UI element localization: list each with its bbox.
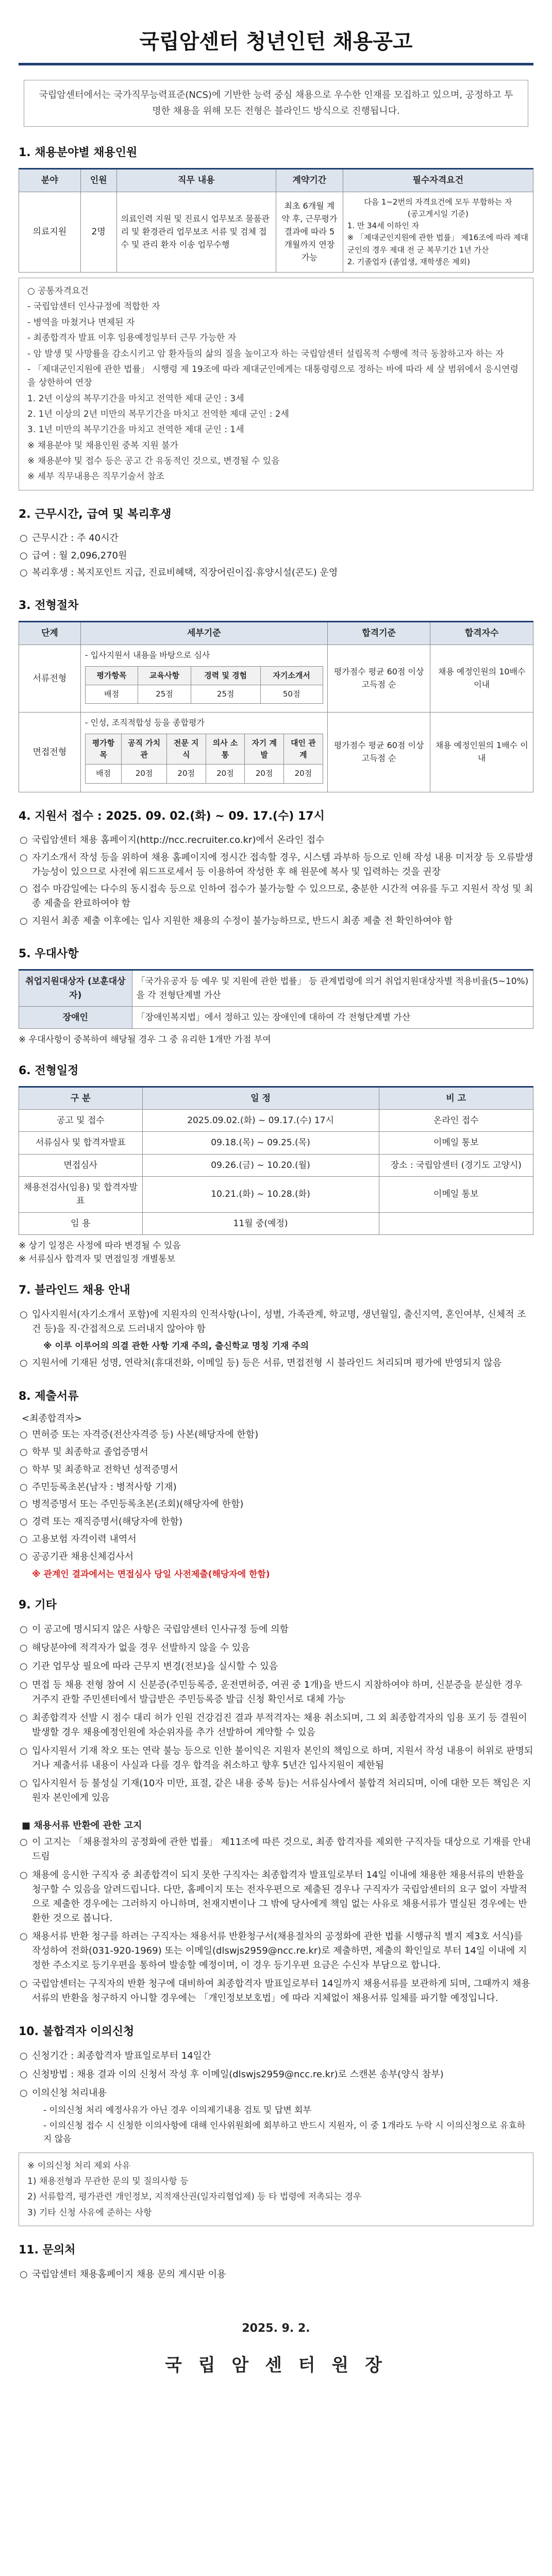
paragraph: ○ 국립암센터는 구직자의 반환 청구에 대비하여 최종합격자 발표일로부터 14일까지 채용서류를 보관하게 되며, 그때까지 채용서류의 반환을 청구하지 아니할 경우에는 「개인정보보호법」에 따라 지체없이 채용서류 일체를 파기할 예정입니다.	[20, 1978, 530, 2004]
list-item: ○ 주민등록초본(남자 : 병적사항 기재)	[20, 1481, 177, 1493]
cell: 장소 : 국립암센터 (경기도 고양시)	[379, 1154, 533, 1176]
inner-cell: 25점	[138, 685, 191, 703]
section-7-title: 7. 블라인드 채용 안내	[19, 1283, 130, 1297]
cell: 11월 중(예정)	[142, 1212, 379, 1234]
note-line: ○ 공통자격요건	[27, 286, 89, 297]
count-doc: 채용 예정인원의 10배수 이내	[430, 645, 533, 712]
schedule-note: ※ 상기 일정은 사정에 따라 변경될 수 있음	[19, 1241, 181, 1251]
list-item: ○ 접수 마감일에는 다수의 동시접속 등으로 인하여 접수가 불가능할 수 있으므로, 충분한 시간적 여유를 두고 지원서 작성 및 최종 제출을 완료하여야 함	[20, 884, 533, 909]
col-duty: 직무 내용	[116, 169, 276, 192]
return-title: ■ 채용서류 반환에 관한 고지	[22, 1820, 142, 1832]
note-line: 2) 서류합격, 평가관련 개인정보, 지적재산권(일자리협업제) 등 타 법령에 저촉되는 경우	[27, 2192, 362, 2202]
inner-header: 교육사항	[138, 666, 191, 685]
paragraph: ○ 이의신청 처리내용	[20, 2087, 107, 2098]
list-item: ○ 병적증명서 또는 주민등록초본(조회)(해당자에 한함)	[20, 1499, 244, 1510]
schedule-note: ※ 서류심사 합격자 및 면접일정 개별통보	[19, 1254, 176, 1265]
col-date: 일 정	[142, 1087, 379, 1109]
list-item: ○ 경력 또는 재직증명서(해당자에 한함)	[20, 1516, 183, 1528]
table-row	[19, 1154, 533, 1176]
section-3-title: 3. 전형절차	[19, 599, 79, 613]
cell: 공고 및 접수	[19, 1109, 143, 1131]
list-item: ○ 급여 : 월 2,096,270원	[20, 550, 127, 561]
criteria-desc: - 인성, 조직적합성 등을 종합평가	[85, 718, 205, 728]
note-line: 3. 1년 미만의 복무기간을 마치고 전역한 제대 군인 : 1세	[27, 425, 244, 435]
req-line: 다음 1~2번의 자격요건에 모두 부합하는 자	[364, 197, 512, 207]
cell: 이메일 통보	[379, 1177, 533, 1213]
cell: 2025.09.02.(화) ~ 09.17.(수) 17시	[142, 1109, 379, 1131]
inner-cell: 20점	[122, 765, 166, 783]
list-item: ○ 근무시간 : 주 40시간	[20, 532, 119, 544]
inner-cell: 배점	[85, 685, 138, 703]
table-row	[19, 1109, 533, 1131]
paragraph: ○ 지원서에 기재된 성명, 연락처(휴대전화, 이메일 등) 등은 서류, 면접전형 시 블라인드 처리되며 평가에 반영되지 않음	[20, 1357, 502, 1368]
inner-header: 자기소개서	[260, 666, 323, 685]
inner-header: 의사 소통	[206, 734, 245, 765]
pass-doc: 평가점수 평균 60점 이상 고득점 순	[327, 645, 430, 712]
list-item: ○ 고용보험 자격이력 내역서	[20, 1534, 137, 1545]
col-period: 계약기간	[276, 169, 343, 192]
paragraph: ○ 신청기간 : 최종합격자 발표일로부터 14일간	[20, 2050, 211, 2061]
note-line: - 암 발생 및 사망률을 감소시키고 암 환자들의 삶의 질을 높이고자 하는 국립암센터 설립목적 수행에 적극 동참하고자 하는 자	[27, 348, 504, 359]
note-line: ※ 채용분야 및 채용인원 중복 지원 불가	[27, 440, 178, 451]
section-8-title: 8. 제출서류	[19, 1389, 79, 1403]
paragraph: ○ 입사지원서 등 불성실 기재(10자 미만, 표절, 같은 내용 중복 등)는 서류심사에서 불합격 처리되며, 이에 대한 모든 책임은 지원자 본인에게 있음	[20, 1778, 531, 1804]
preference-table	[19, 969, 533, 1029]
doc-lead: <최종합격자>	[22, 1413, 82, 1424]
section-4-list	[19, 832, 533, 930]
note-line: ※ 세부 직무내용은 직무기술서 참조	[27, 471, 164, 482]
paragraph: - 이의신청 접수 시 신청한 이의사항에 대해 인사위원회에 회부하고 반드시 지원자, 이 중 1개라도 누락 시 이의신청으로 유효하지 않음	[43, 2120, 526, 2145]
section-2-list	[19, 530, 533, 582]
cell-req	[343, 192, 533, 273]
paragraph: ○ 최종합격자 선발 시 점수 대리 허가 인원 건강검진 결과 부적격자는 채용 취소되며, 그 외 최종합격자의 임용 포기 등 결원이 발생할 경우 채용예정인원에 차순위자를 추가 선발하여 계약할 수 있음	[20, 1712, 527, 1738]
stage-doc: 서류전형	[19, 645, 81, 712]
req-line: ※ 「제대군인지원에 관한 법률」 제16조에 따라 제대군인의 경우 제대 전 군 복무기간 1년 가산	[347, 233, 528, 255]
cell-duty: 의료인력 지원 및 진료시 업무보조 물품관리 및 환경관리 업무보조 서류 및 검체 접수 및 관리 환자 이송 업무수행	[116, 192, 276, 273]
doc-score-table	[85, 666, 323, 704]
req-line: (공고게시일 기준)	[407, 209, 469, 218]
note-line: 2. 1년 이상의 2년 미만의 복무기간을 마치고 전역한 제대 군인 : 2세	[27, 409, 289, 419]
inner-header: 평가항목	[85, 666, 138, 685]
intro-box: 국립암센터에서는 국가직무능력표준(NCS)에 기반한 능력 중심 채용으로 우수한 인재를 모집하고 있으며, 공정하고 투명한 채용을 위해 모든 전형은 블라인드 방식으로 진행됩니다.	[24, 80, 528, 127]
interview-score-table	[85, 734, 323, 784]
paragraph: ○ 입사지원서(자기소개서 포함)에 지원자의 인적사항(나이, 성별, 가족관계, 학교명, 생년월일, 출신지역, 혼인여부, 신체적 조건 등)을 직·간접적으로 드러내지 않아야 함	[20, 1309, 526, 1334]
inner-header: 자기 계발	[245, 734, 284, 765]
col-count: 인원	[80, 169, 116, 192]
list-item: ○ 국립암센터 채용 홈페이지(http://ncc.recruiter.co.kr)에서 온라인 접수	[20, 834, 325, 845]
pref-note: ※ 우대사항이 중복하여 해당될 경우 그 중 유리한 1개만 가점 부여	[19, 1035, 271, 1045]
red-note: ※ 관계인 결과에서는 면접심사 당일 사전제출(해당자에 한함)	[32, 1569, 270, 1580]
col-passcount: 합격자수	[430, 622, 533, 645]
cell: 온라인 접수	[379, 1109, 533, 1131]
inner-cell: 20점	[245, 765, 284, 783]
inner-cell: 20점	[284, 765, 323, 783]
stage-interview: 면접전형	[19, 713, 81, 792]
table-row	[19, 1212, 533, 1234]
inner-cell: 25점	[191, 685, 260, 703]
cell: 09.26.(금) ~ 10.20.(월)	[142, 1154, 379, 1176]
process-table	[19, 621, 533, 792]
inner-header: 대인 관계	[284, 734, 323, 765]
section-4-title: 4. 지원서 접수 : 2025. 09. 02.(화) ~ 09. 17.(수) 17시	[19, 809, 325, 823]
pass-interview: 평가점수 평균 60점 이상 고득점 순	[327, 713, 430, 792]
cell: 서류심사 및 합격자발표	[19, 1132, 143, 1154]
pref-desc: 「장애인복지법」에서 정하고 있는 장애인에 대하여 각 전형단계별 가산	[132, 1006, 533, 1028]
cell: 임 용	[19, 1212, 143, 1234]
paragraph: ○ 이 고지는 「채용절차의 공정화에 관한 법률」 제11조에 따른 것으로, 최종 합격자를 제외한 구직자들 대상으로 기재를 안내드림	[20, 1837, 531, 1862]
col-note: 비 고	[379, 1087, 533, 1109]
pref-label: 장애인	[19, 1006, 132, 1028]
criteria-doc	[80, 645, 327, 712]
col-pass: 합격기준	[327, 622, 430, 645]
note-line: ※ 채용분야 및 접수 등은 공고 간 유동적인 것으로, 변경될 수 있음	[27, 455, 280, 466]
note-line: 1. 2년 이상의 복무기간을 마치고 전역한 제대 군인 : 3세	[27, 393, 244, 404]
criteria-interview	[80, 713, 327, 792]
pref-label: 취업지원대상자 (보훈대상자)	[19, 970, 132, 1007]
page-title: 국립암센터 청년인턴 채용공고	[19, 14, 533, 65]
paragraph: ○ 입사지원서 기재 착오 또는 연락 불능 등으로 인한 불이익은 지원자 본인의 책임으로 하며, 지원서 작성 내용이 허위로 판명되거나 제출서류 내용이 사실과 다를 경우 합격을 취소하고 향후 5년간 입사지원이 제한됨	[20, 1745, 533, 1771]
col-req: 필수자격요건	[343, 169, 533, 192]
req-line: 1. 만 34세 이하인 자	[347, 221, 420, 231]
inner-header: 공직 가치관	[122, 734, 166, 765]
paragraph: ○ 채용에 응시한 구직자 중 최종합격이 되지 못한 구직자는 최종합격자 발표일로부터 14일 이내에 채용한 채용서류의 반환을 청구할 수 있음을 알려드립니다. 다만, 홈페이지 또는 전자우편으로 제출된 경우나 구직자가 국립암센터의 요구 없이 자발적으로 제출한 경우에는 그러하지 아니하며, 천재지변이나 그 밖에 당사에게 책임 없는 사유로 채용서류가 멸실된 경우에는 반환한 것으로 봅니다.	[20, 1869, 527, 1924]
list-item: ○ 학부 및 최종학교 졸업증명서	[20, 1446, 148, 1458]
section-6-title: 6. 전형일정	[19, 1064, 79, 1077]
footer-date: 2025. 9. 2.	[242, 2322, 310, 2335]
table-row	[19, 1132, 533, 1154]
cell: 채용전검사(임용) 및 합격자발표	[19, 1177, 143, 1213]
paragraph: ○ 국립암센터 채용홈페이지 채용 문의 게시판 이용	[20, 2269, 226, 2280]
inner-header: 평가항목	[85, 734, 122, 765]
section-2-title: 2. 근무시간, 급여 및 복리후생	[19, 507, 172, 521]
count-interview: 채용 예정인원의 1배수 이내	[430, 713, 533, 792]
schedule-table	[19, 1086, 533, 1235]
paragraph: ○ 이 공고에 명시되지 않은 사항은 국립암센터 인사규정 등에 의함	[20, 1624, 289, 1635]
paragraph: ○ 신청방법 : 채용 결과 이의 신청서 작성 후 이메일(dlswjs2959@ncc.re.kr)로 스캔본 송부(양식 참부)	[20, 2069, 444, 2080]
note-line: ※ 이의신청 처리 제외 사유	[27, 2160, 131, 2171]
inner-cell: 20점	[166, 765, 206, 783]
list-item: ○ 학부 및 최종학교 전학년 성적증명서	[20, 1464, 178, 1475]
objection-box	[19, 2153, 533, 2226]
cell-count: 2명	[80, 192, 116, 273]
footer-org: 국 립 암 센 터 원 장	[165, 2355, 387, 2376]
list-item: ○ 복리후생 : 복지포인트 지급, 진료비혜택, 직장어린이집·휴양시설(콘도) 운영	[20, 567, 338, 579]
col-criteria: 세부기준	[80, 622, 327, 645]
list-item: ○ 공공기관 채용신체검사서	[20, 1551, 133, 1563]
section-8-list	[19, 1426, 533, 1566]
criteria-desc: - 입사지원서 내용을 바탕으로 심사	[85, 650, 210, 660]
cell: 09.18.(목) ~ 09.25.(목)	[142, 1132, 379, 1154]
note-line: - 국립암센터 인사규정에 적합한 자	[27, 301, 160, 312]
highlight-note: ※ 이루 이루어의 의결 관한 사항 기재 주의, 출신학교 명칭 기재 주의	[43, 1341, 309, 1351]
col-field: 분야	[19, 169, 81, 192]
note-line: 1) 채용전형과 무관한 문의 및 질의사항 등	[27, 2176, 189, 2187]
req-line: 2. 기졸업자 (졸업생, 재학생은 제외)	[347, 257, 470, 266]
paragraph: ○ 해당분야에 적격자가 없을 경우 선발하지 않을 수 있음	[20, 1642, 250, 1654]
inner-cell: 20점	[206, 765, 245, 783]
inner-cell: 배점	[85, 765, 122, 783]
table-row	[19, 1177, 533, 1213]
cell-period: 최초 6개월 계약 후, 근무평가 결과에 따라 5개월까지 연장 가능	[276, 192, 343, 273]
note-line: - 병역을 마쳤거나 면제된 자	[27, 317, 135, 328]
cell	[379, 1212, 533, 1234]
cell: 10.21.(화) ~ 10.28.(화)	[142, 1177, 379, 1213]
note-line: 3) 기타 신청 사유에 준하는 사항	[27, 2207, 152, 2218]
paragraph: ○ 면접 등 채용 전형 참여 시 신분증(주민등록증, 운전면허증, 여권 중 1개)을 반드시 지참하여야 하며, 신분증을 분실한 경우 거주지 관할 주민센터에서 발급받은 주민등록증 발급 신청 확인서로 대체 가능	[20, 1680, 523, 1705]
inner-header: 경력 및 경험	[191, 666, 260, 685]
list-item: ○ 지원서 최종 제출 이후에는 입사 지원한 채용의 수정이 불가능하므로, 반드시 최종 제출 전 확인하여야 함	[20, 916, 453, 927]
paragraph: - 이의신청 처리 예정사유가 아닌 경우 이의제기내용 검토 및 답변 회부	[43, 2105, 311, 2115]
inner-cell: 50점	[260, 685, 323, 703]
section-11-title: 11. 문의처	[19, 2244, 76, 2257]
section-10-title: 10. 불합격자 이의신청	[19, 2025, 135, 2038]
cell: 면접심사	[19, 1154, 143, 1176]
col-stage: 구 분	[19, 1087, 143, 1109]
inner-header: 전문 지식	[166, 734, 206, 765]
section-5-title: 5. 우대사항	[19, 947, 79, 961]
recruit-table	[19, 168, 533, 273]
section-1-title: 1. 채용분야별 채용인원	[19, 146, 138, 160]
pref-desc: 「국가유공자 등 예우 및 지원에 관한 법률」 등 관계법령에 의거 취업지원대상자별 적용비율(5~10%)을 각 전형단계별 가산	[132, 970, 533, 1007]
cell-field: 의료지원	[19, 192, 81, 273]
list-item: ○ 자기소개서 작성 등을 위하여 채용 홈페이지에 정시간 접속할 경우, 시스템 과부하 등으로 인해 작성 내용 미저장 등 오류발생 가능성이 있으므로 사전에 워드프로세서 등 이용하여 작성한 후 해 원문에 복사 및 입력하는 것을 권장	[20, 852, 533, 877]
paragraph: ○ 기관 업무상 필요에 따라 근무지 변경(전보)을 실시할 수 있음	[20, 1661, 278, 1672]
section-9-title: 9. 기타	[19, 1599, 57, 1612]
list-item: ○ 면허증 또는 자격증(전산자격증 등) 사본(해당자에 한함)	[20, 1429, 259, 1440]
col-stage: 단계	[19, 622, 81, 645]
note-line: - 「제대군인지원에 관한 법률」 시행령 제 19조에 따라 제대군인에게는 대통령령으로 정하는 바에 따라 세 살 범위에서 응시연령을 상한하여 연장	[27, 364, 518, 388]
note-line: - 최종합격자 발표 이후 임용예정일부터 근무 가능한 자	[27, 333, 237, 344]
cell: 이메일 통보	[379, 1132, 533, 1154]
section-1-notes	[19, 278, 533, 490]
paragraph: ○ 채용서류 반환 청구를 하려는 구직자는 채용서류 반환청구서(채용절차의 공정화에 관한 법률 시행규칙 별지 제3호 서식)를 작성하여 전화(031-920-1969) 또는 이메일(dlswjs2959@ncc.re.kr)로 제출하면, 제출의 확인일로 부터 14일 이내에 지정한 주소지로 등기우편을 통하여 발송할 예정이며, 이 경우 등기우편 요금은 수신자 부담으로 합니다.	[20, 1931, 527, 1971]
